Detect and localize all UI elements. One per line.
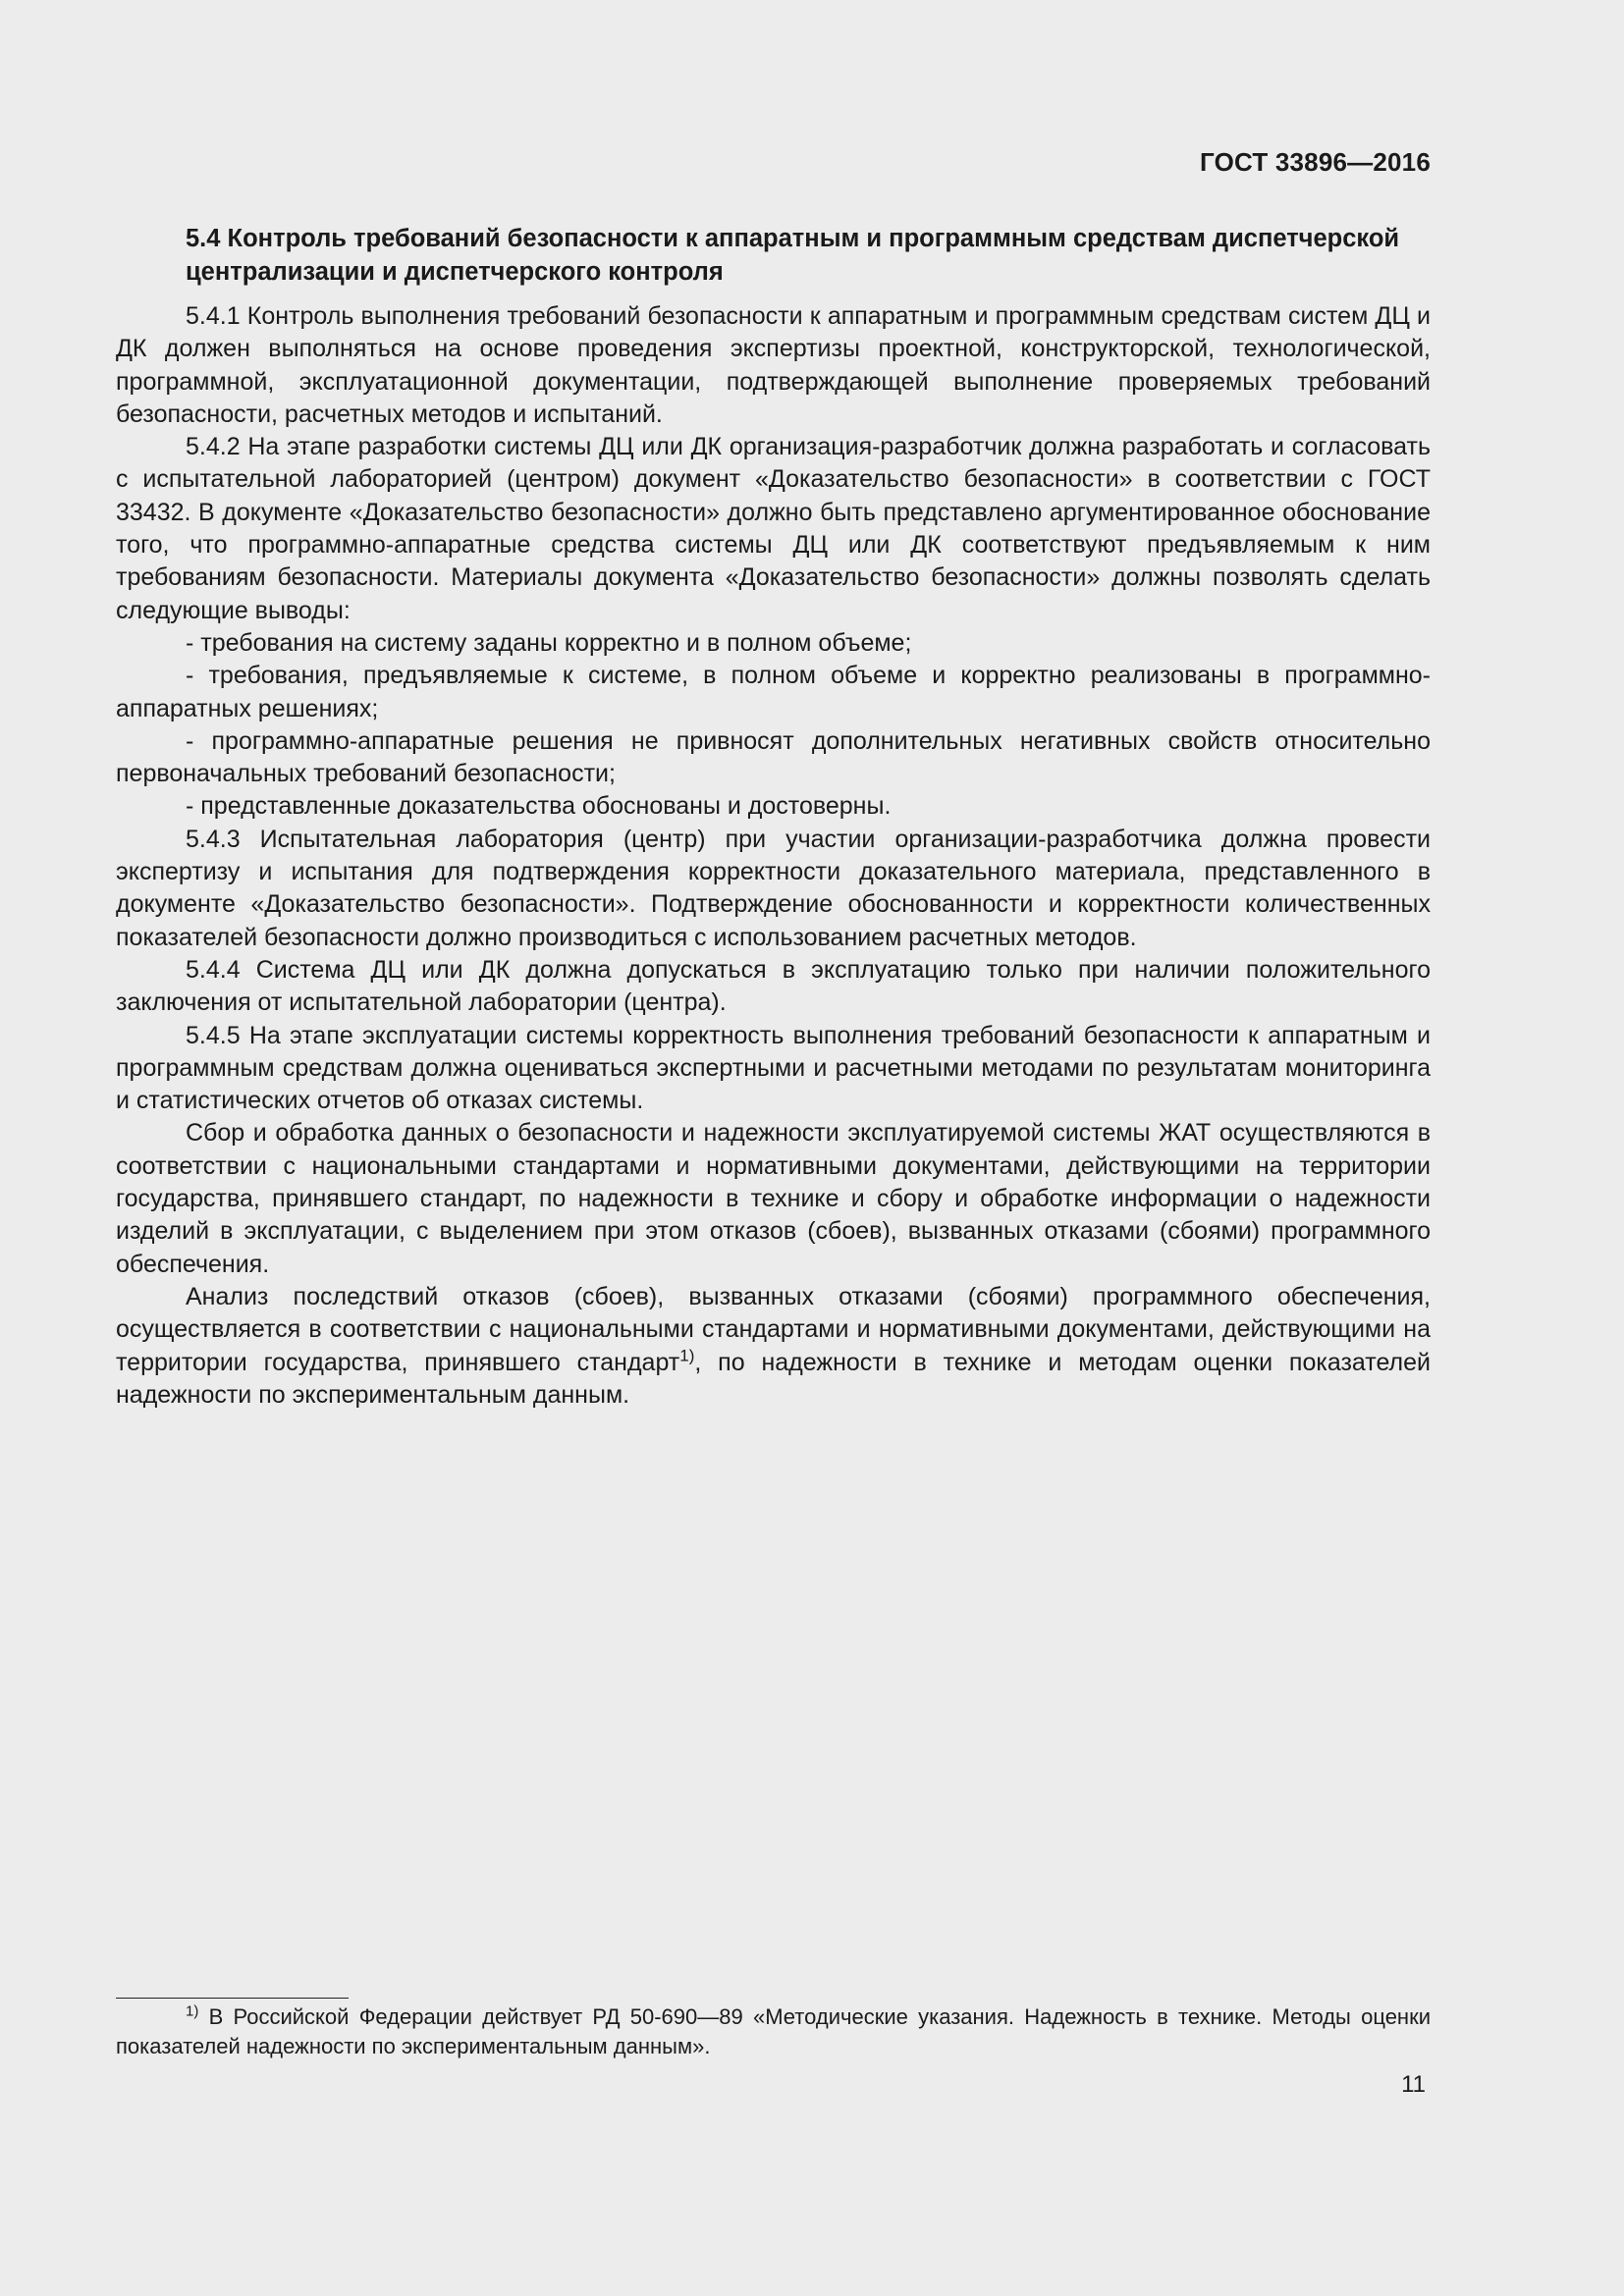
paragraph-5-4-2: 5.4.2 На этапе разработки системы ДЦ или ДК организация-разработчик должна разработать и согласовать с испытательной лабораторией (центром) документ «Доказательство безопасности» в соответствии с ГОСТ 33432. В документе «Доказательство безопасности» должно быть представлено аргументированное обоснование того, что программно-аппаратные средства системы ДЦ или ДК соответствуют предъявляемым к ним требованиям безопасности. Материалы документа «Доказательство безопасности» должны позволять сделать следующие выводы:: [116, 433, 1431, 624]
paragraph-data-collection: Сбор и обработка данных о безопасности и надежности эксплуатируемой системы ЖАТ осуществляются в соответствии с национальными стандартами и нормативными документами, действующими на территории государства, принявшего стандарт, по надежности в технике и сбору и обработке информации о надежности изделий в эксплуатации, с выделением при этом отказов (сбоев), вызванных отказами (сбоями) программного обеспечения.: [116, 1119, 1431, 1278]
paragraph-5-4-5: 5.4.5 На этапе эксплуатации системы корректность выполнения требований безопасности к аппаратным и программным средствам должна оцениваться экспертными и расчетными методами по результатам мониторинга и статистических отчетов об отказах системы.: [116, 1021, 1431, 1115]
page-number: 11: [1401, 2071, 1426, 2098]
paragraph-failure-analysis: [116, 1281, 1431, 1412]
list-item: - программно-аппаратные решения не привносят дополнительных негативных свойств относительно первоначальных требований безопасности;: [116, 726, 1431, 788]
standard-designation: ГОСТ 33896—2016: [1200, 147, 1431, 177]
list-item: - требования, предъявляемые к системе, в полном объеме и корректно реализованы в программно-аппаратных решениях;: [116, 662, 1431, 722]
footnote-mark: 1): [186, 2002, 199, 2020]
paragraph-5-4-4: 5.4.4 Система ДЦ или ДК должна допускаться в эксплуатацию только при наличии положительного заключения от испытательной лаборатории (центра).: [116, 955, 1431, 1017]
footnote: [116, 2002, 1431, 2061]
footnote-divider: [116, 1998, 349, 1999]
paragraph-5-4-3: 5.4.3 Испытательная лаборатория (центр) при участии организации-разработчика должна провести экспертизу и испытания для подтверждения корректности доказательного материала, представленного в документе «Доказательство безопасности». Подтверждение обоснованности и корректности количественных показателей безопасности должно производиться с использованием расчетных методов.: [116, 825, 1431, 951]
footnote-text: В Российской Федерации действует РД 50-690—89 «Методические указания. Надежность в технике. Методы оценки показателей надежности по экспериментальным данным».: [116, 2004, 1431, 2058]
list-item: - требования на систему заданы корректно и в полном объеме;: [186, 628, 912, 657]
paragraph-text-end: , по надежности в технике и методам оценки показателей надежности по экспериментальным данным.: [116, 1348, 1431, 1409]
list-item: - представленные доказательства обоснованы и достоверны.: [186, 792, 892, 821]
paragraph-5-4-1: 5.4.1 Контроль выполнения требований безопасности к аппаратным и программным средствам систем ДЦ и ДК должен выполняться на основе проведения экспертизы проектной, конструкторской, технологической, программной, эксплуатационной документации, подтверждающей выполнение проверяемых требований безопасности, расчетных методов и испытаний.: [116, 302, 1431, 428]
section-body: [116, 222, 1431, 1412]
section-heading: 5.4 Контроль требований безопасности к аппаратным и программным средствам диспетчерской централизации и диспетчерского контроля: [186, 225, 1400, 286]
footnote-reference[interactable]: 1): [679, 1346, 695, 1365]
paragraph-text-start: Анализ последствий отказов (сбоев), вызванных отказами (сбоями) программного обеспечения, осуществляется в соответствии с национальными стандартами и нормативными документами, действующими на территории государства, принявшего стандарт: [116, 1282, 1431, 1376]
